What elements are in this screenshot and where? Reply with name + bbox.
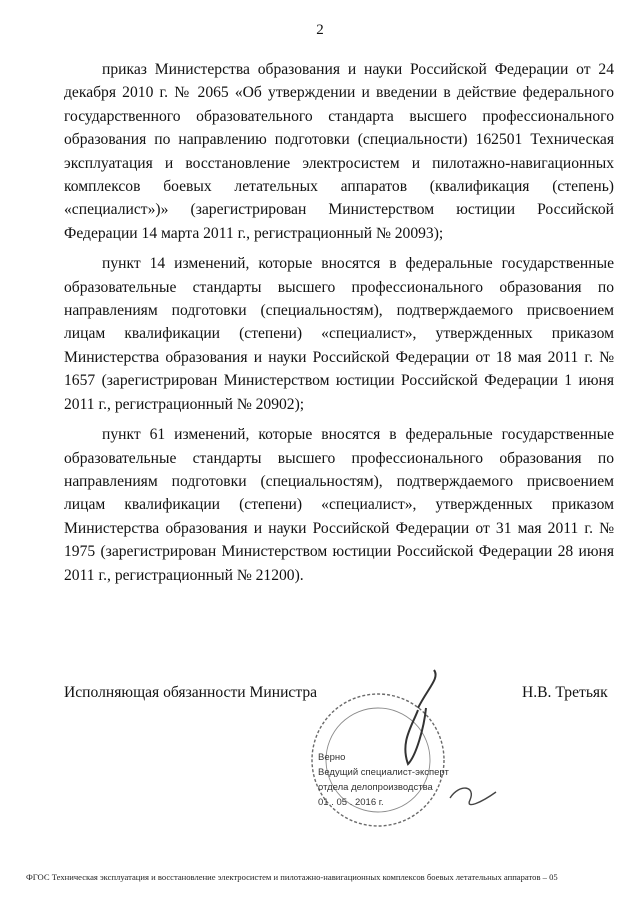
cert-verified-label: Верно: [318, 752, 346, 763]
signatory-name: Н.В. Третьяк: [522, 684, 608, 701]
paragraph-2: пункт 14 изменений, которые вносятся в федеральные государственные образовательные стандарты высшего профессионального образования по направлениям подготовки (специальностям), подтверждаемого присвоением лицам квалификации (степени) «специалист», утвержденных приказом Министерства образования и науки Российской Федерации от 18 мая 2011 г. № 1657 (зарегистрирован Министерством юстиции Российской Федерации 1 июня 2011 г., регистрационный № 20902);: [64, 255, 614, 413]
document-body: [64, 58, 614, 594]
certification-block: [318, 750, 449, 810]
signatory-title: Исполняющая обязанности Министра: [64, 684, 318, 701]
paragraph-1: приказ Министерства образования и науки Российской Федерации от 24 декабря 2010 г. № 2065 «Об утверждении и введении в действие федерального государственного образовательного стандарта высшего профессионального образования по направлению подготовки (специальности) 162501 Техническая эксплуатация и восстановление электросистем и пилотажно-навигационных комплексов боевых летательных аппаратов (квалификация (степень) «специалист»)» (зарегистрирован Министерством юстиции Российской Федерации 14 марта 2011 г., регистрационный № 20093);: [64, 61, 614, 242]
paragraph-3: пункт 61 изменений, которые вносятся в федеральные государственные образовательные стандарты высшего профессионального образования по направлениям подготовки (специальностям), подтверждаемого присвоением лицам квалификации (степени) «специалист», утвержденных приказом Министерства образования и науки Российской Федерации от 31 мая 2011 г. № 1975 (зарегистрирован Министерством юстиции Российской Федерации 28 июня 2011 г., регистрационный № 21200).: [64, 426, 614, 584]
cert-position: Ведущий специалист-эксперт: [318, 767, 449, 778]
cert-date: 01 . 05 . 2016 г.: [318, 797, 384, 808]
page-footer: ФГОС Техническая эксплуатация и восстановление электросистем и пилотажно-навигационных комплексов боевых летательных аппаратов – 05: [26, 872, 558, 882]
cert-department: отдела делопроизводства: [318, 782, 433, 793]
page-number: 2: [316, 22, 324, 38]
